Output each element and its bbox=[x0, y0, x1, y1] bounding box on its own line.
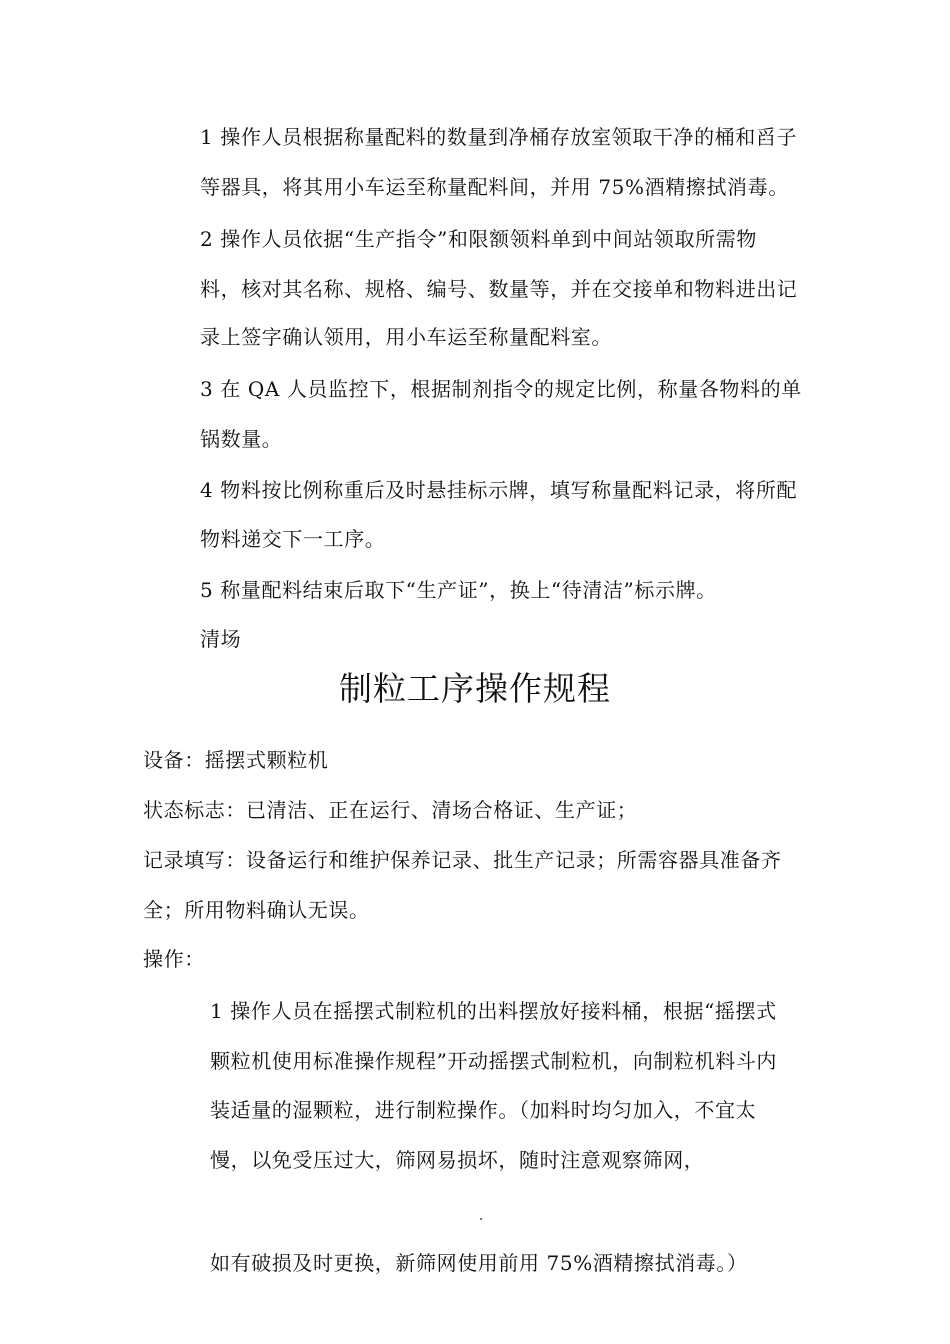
text-line: 锅数量。 bbox=[200, 427, 283, 451]
records-line-1: 记录填写：设备运行和维护保养记录、批生产记录；所需容器具准备齐 bbox=[143, 848, 782, 872]
text-line: 1 操作人员根据称量配料的数量到净桶存放室领取干净的桶和舀子 bbox=[200, 125, 798, 149]
text-line: 装适量的湿颗粒，进行制粒操作。（加料时均匀加入，不宜太 bbox=[210, 1098, 757, 1122]
text-line: 物料递交下一工序。 bbox=[200, 527, 386, 551]
text-line: 如有破损及时更换，新筛网使用前用 75%酒精擦拭消毒。） bbox=[210, 1251, 748, 1275]
status-signs-line: 状态标志：已清洁、正在运行、清场合格证、生产证； bbox=[143, 798, 638, 822]
text-line: 1 操作人员在摇摆式制粒机的出料摆放好接料桶，根据“摇摆式 bbox=[210, 999, 777, 1023]
text-line: 4 物料按比例称重后及时悬挂标示牌，填写称量配料记录，将所配 bbox=[200, 478, 798, 502]
records-line-2: 全；所用物料确认无误。 bbox=[143, 898, 370, 922]
text-line: 颗粒机使用标准操作规程”开动摇摆式制粒机，向制粒机料斗内 bbox=[210, 1049, 778, 1073]
cleanup-heading: 清场 bbox=[200, 627, 242, 651]
text-line: 慢，以免受压过大，筛网易损坏，随时注意观察筛网， bbox=[210, 1148, 705, 1172]
text-line: 等器具，将其用小车运至称量配料间，并用 75%酒精擦拭消毒。 bbox=[200, 175, 789, 199]
page-break-dot bbox=[480, 1218, 482, 1220]
text-line: 5 称量配料结束后取下“生产证”，换上“待清洁”标示牌。 bbox=[200, 578, 717, 602]
page-title: 制粒工序操作规程 bbox=[339, 669, 611, 708]
text-line: 录上签字确认领用，用小车运至称量配料室。 bbox=[200, 325, 612, 349]
text-line: 3 在 QA 人员监控下，根据制剂指令的规定比例，称量各物料的单 bbox=[200, 377, 802, 401]
text-line: 2 操作人员依据“生产指令”和限额领料单到中间站领取所需物 bbox=[200, 227, 757, 251]
equipment-line: 设备：摇摆式颗粒机 bbox=[143, 748, 329, 772]
text-line: 料，核对其名称、规格、编号、数量等，并在交接单和物料进出记 bbox=[200, 277, 798, 301]
operation-label: 操作： bbox=[143, 947, 205, 971]
